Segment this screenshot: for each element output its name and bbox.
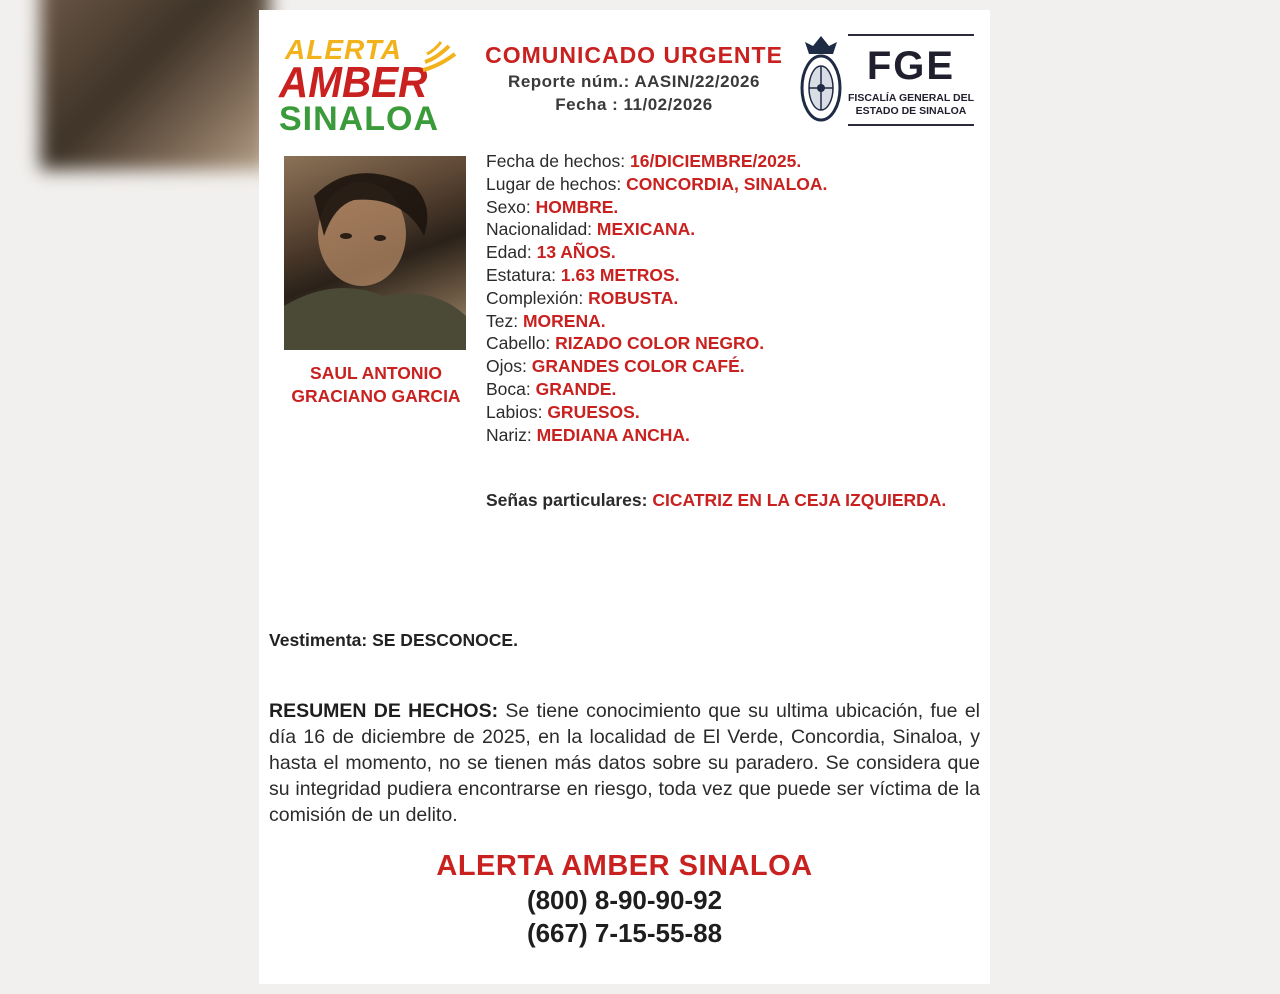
detail-label: Cabello: [486, 333, 551, 354]
alert-poster [259, 10, 990, 984]
report-number: Reporte núm.: AASIN/22/2026 [508, 72, 760, 91]
detail-row [486, 173, 827, 196]
detail-label: Fecha de hechos: [486, 151, 626, 171]
fge-abbreviation: FGE [866, 44, 956, 88]
detail-value: GRANDES COLOR CAFÉ. [531, 356, 745, 377]
detail-value: RIZADO COLOR NEGRO. [555, 333, 765, 354]
detail-label: Ojos: [486, 356, 527, 377]
detail-value: CONCORDIA, SINALOA. [626, 173, 828, 194]
detail-label: Nariz: [486, 424, 532, 445]
summary-text: Se tiene conocimiento que su ultima ubicación, fue el día 16 de diciembre de 2025, en la localidad de El Verde, Concordia, Sinaloa, y hasta el momento, no se tienen más datos sobre su paradero. Se considera que su integridad pudiera encontrarse en riesgo, toda vez que puede ser víctima de la comisión de un delito. [269, 700, 980, 826]
logo-word-sinaloa: SINALOA [279, 100, 439, 138]
detail-label: Estatura: [486, 264, 557, 285]
detail-row [486, 287, 827, 310]
person-name-line1: SAUL ANTONIO [310, 363, 442, 383]
fge-logo [848, 34, 974, 126]
detail-row [486, 310, 827, 333]
person-details-list [486, 150, 827, 446]
detail-row [486, 150, 827, 173]
logo-word-amber: AMBER [279, 58, 428, 107]
fge-bottom-rule [848, 124, 974, 126]
detail-label: Boca: [486, 378, 531, 399]
detail-label: Tez: [486, 310, 519, 331]
phone-number-2: (667) 7-15-55-88 [526, 918, 723, 948]
fge-name-line2: ESTADO DE SINALOA [855, 105, 967, 117]
senas-value: CICATRIZ EN LA CEJA IZQUIERDA. [652, 490, 947, 510]
detail-value: 16/DICIEMBRE/2025. [630, 151, 802, 171]
senas-label: Señas particulares: [486, 490, 648, 510]
detail-value: GRANDE. [535, 378, 617, 399]
detail-label: Complexión: [486, 287, 584, 308]
fge-top-rule [848, 34, 974, 36]
distinguishing-marks [486, 490, 946, 511]
detail-label: Labios: [486, 401, 543, 422]
missing-person-name [271, 362, 481, 408]
communique-header [464, 42, 804, 115]
detail-row [486, 218, 827, 241]
detail-row [486, 241, 827, 264]
clothing-info: Vestimenta: SE DESCONOCE. [269, 630, 518, 650]
detail-row [486, 332, 827, 355]
detail-value: 13 AÑOS. [536, 242, 616, 263]
detail-row [486, 355, 827, 378]
footer-title: ALERTA AMBER SINALOA [436, 850, 813, 882]
report-date: Fecha : 11/02/2026 [555, 95, 713, 114]
detail-row [486, 264, 827, 287]
detail-value: MORENA. [522, 310, 606, 331]
detail-value: 1.63 METROS. [560, 264, 680, 285]
summary-of-facts [269, 698, 980, 828]
detail-row [486, 196, 827, 219]
detail-row [486, 401, 827, 424]
detail-value: MEDIANA ANCHA. [536, 424, 690, 445]
contact-footer [259, 850, 990, 949]
detail-row [486, 424, 827, 447]
detail-label: Edad: [486, 242, 532, 263]
logo-rays-icon [421, 40, 457, 74]
detail-value: HOMBRE. [535, 196, 619, 217]
person-name-line2: GRACIANO GARCIA [291, 386, 461, 406]
missing-person-photo [284, 156, 466, 350]
logo-word-alerta: ALERTA [285, 34, 402, 65]
fge-full-name [848, 92, 974, 118]
detail-label: Nacionalidad: [486, 219, 593, 240]
background-photo-echo [40, 0, 270, 170]
detail-label: Sexo: [486, 196, 531, 217]
communique-title: COMUNICADO URGENTE [485, 42, 783, 68]
detail-value: GRUESOS. [547, 401, 640, 422]
detail-label: Lugar de hechos: [486, 173, 622, 194]
state-seal-icon [799, 34, 843, 126]
summary-label: RESUMEN DE HECHOS: [269, 700, 499, 722]
phone-number-1: (800) 8-90-90-92 [526, 885, 723, 915]
alerta-amber-logo [279, 34, 457, 139]
person-photo-illustration [284, 156, 466, 350]
detail-row [486, 378, 827, 401]
detail-value: ROBUSTA. [588, 287, 679, 308]
fge-name-line1: FISCALÍA GENERAL DEL [848, 92, 975, 104]
detail-value: MEXICANA. [596, 219, 696, 240]
